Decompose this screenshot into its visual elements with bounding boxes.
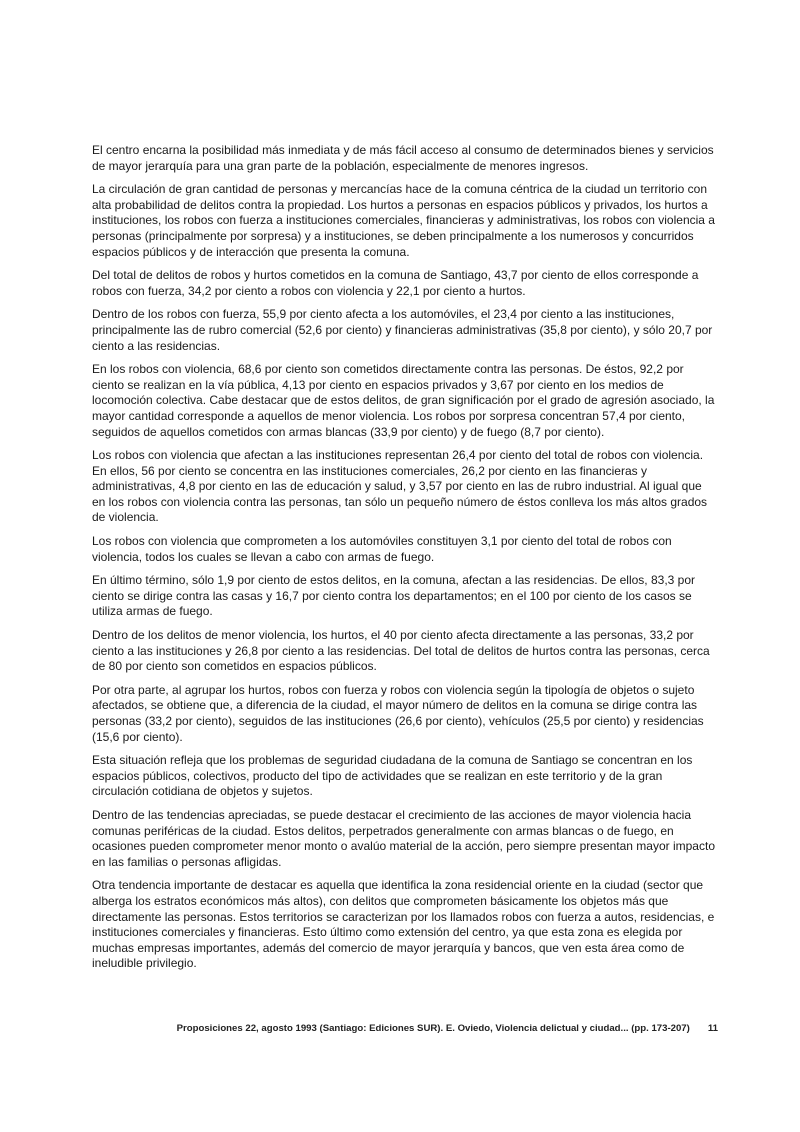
paragraph-6: Los robos con violencia que afectan a las instituciones representan 26,4 por ciento del total de robos con violencia. En ellos, 56 por ciento se concentra en las instituciones comerciales, 26,2 por ciento en las financieras y administrativas, 4,8 por ciento en las de educación y salud, y 3,57 por ciento en las de rubro industrial. Al igual que en los robos con violencia contra las personas, tan sólo un pequeño número de éstos conlleva los más altos grados de violencia. [92,448,708,525]
paragraph-12: Dentro de las tendencias apreciadas, se puede destacar el crecimiento de las acciones de mayor violencia hacia comunas periféricas de la ciudad. Estos delitos, perpetrados generalmente con armas blancas o de fuego, en ocasiones pueden comprometer menor monto o avalúo material de la acción, pero siempre presentan mayor impacto en las familias o personas afligidas. [92,807,715,869]
paragraph-3: Del total de delitos de robos y hurtos cometidos en la comuna de Santiago, 43,7 por ciento de ellos corresponde a robos con fuerza, 34,2 por ciento a robos con violencia y 22,1 por ciento a hurtos. [92,268,699,298]
page-footer [92,1023,718,1034]
paragraph-2: La circulación de gran cantidad de personas y mercancías hace de la comuna céntrica de la ciudad un territorio con alta probabilidad de delitos contra la propiedad. Los hurtos a personas en espacios públicos y privados, los hurtos a instituciones, los robos con fuerza a instituciones comerciales, financieras y administrativas, los robos con violencia a personas (principalmente por sorpresa) y a instituciones, se deben principalmente a los numerosos y concurridos espacios públicos y de interacción que presenta la comuna. [92,182,715,259]
paragraph-13: Otra tendencia importante de destacar es aquella que identifica la zona residencial oriente en la ciudad (sector que alberga los estratos económicos más altos), con delitos que comprometen básicamente los objetos más que directamente las personas. Estos territorios se caracterizan por los llamados robos con fuerza a autos, residencias, e instituciones comerciales y financieras. Esto último como extensión del centro, ya que esta zona es elegida por muchas empresas importantes, además del comercio de mayor jerarquía y bancos, que ven esta área como de ineludible privilegio. [92,878,715,971]
paragraph-8: En último término, sólo 1,9 por ciento de estos delitos, en la comuna, afectan a las residencias. De ellos, 83,3 por ciento se dirige contra las casas y 16,7 por ciento contra los departamentos; en el 100 por ciento de los casos se utiliza armas de fuego. [92,573,695,619]
paragraph-1: El centro encarna la posibilidad más inmediata y de más fácil acceso al consumo de determinados bienes y servicios de mayor jerarquía para una gran parte de la población, especialmente de menores ingresos. [92,143,714,173]
paragraph-11: Esta situación refleja que los problemas de seguridad ciudadana de la comuna de Santiago se concentran en los espacios públicos, colectivos, producto del tipo de actividades que se realizan en este territorio y de la gran circulación cotidiana de objetos y sujetos. [92,753,693,799]
paragraph-5: En los robos con violencia, 68,6 por ciento son cometidos directamente contra las personas. De éstos, 92,2 por ciento se realizan en la vía pública, 4,13 por ciento en espacios privados y 3,67 por ciento en los medios de locomoción colectiva. Cabe destacar que de estos delitos, de gran significación por el grado de agresión asociado, la mayor cantidad corresponde a aquellos de menor violencia. Los robos por sorpresa concentran 57,4 por ciento, seguidos de aquellos cometidos con armas blancas (33,9 por ciento) y de fuego (8,7 por ciento). [92,362,715,439]
footer-citation: Proposiciones 22, agosto 1993 (Santiago: Ediciones SUR). E. Oviedo, Violencia delictual y ciudad... (pp. 173-207) [176,1023,690,1034]
paragraph-10: Por otra parte, al agrupar los hurtos, robos con fuerza y robos con violencia según la tipología de objetos o sujeto afectados, se obtiene que, a diferencia de la ciudad, el mayor número de delitos en la comuna se dirige contra las personas (33,2 por ciento), seguidos de las instituciones (26,6 por ciento), vehículos (25,5 por ciento) y residencias (15,6 por ciento). [92,682,704,744]
paragraph-7: Los robos con violencia que comprometen a los automóviles constituyen 3,1 por ciento del total de robos con violencia, todos los cuales se llevan a cabo con armas de fuego. [92,534,672,564]
page-number: 11 [707,1023,718,1034]
paragraph-9: Dentro de los delitos de menor violencia, los hurtos, el 40 por ciento afecta directamente a las personas, 33,2 por ciento a las instituciones y 26,8 por ciento a las residencias. Del total de delitos de hurtos contra las personas, cerca de 80 por ciento son cometidos en espacios públicos. [92,628,710,674]
paragraph-4: Dentro de los robos con fuerza, 55,9 por ciento afecta a los automóviles, el 23,4 por ciento a las instituciones, principalmente las de rubro comercial (52,6 por ciento) y financieras administrativas (35,8 por ciento), y sólo 20,7 por ciento a las residencias. [92,307,713,353]
page-body [92,143,718,980]
